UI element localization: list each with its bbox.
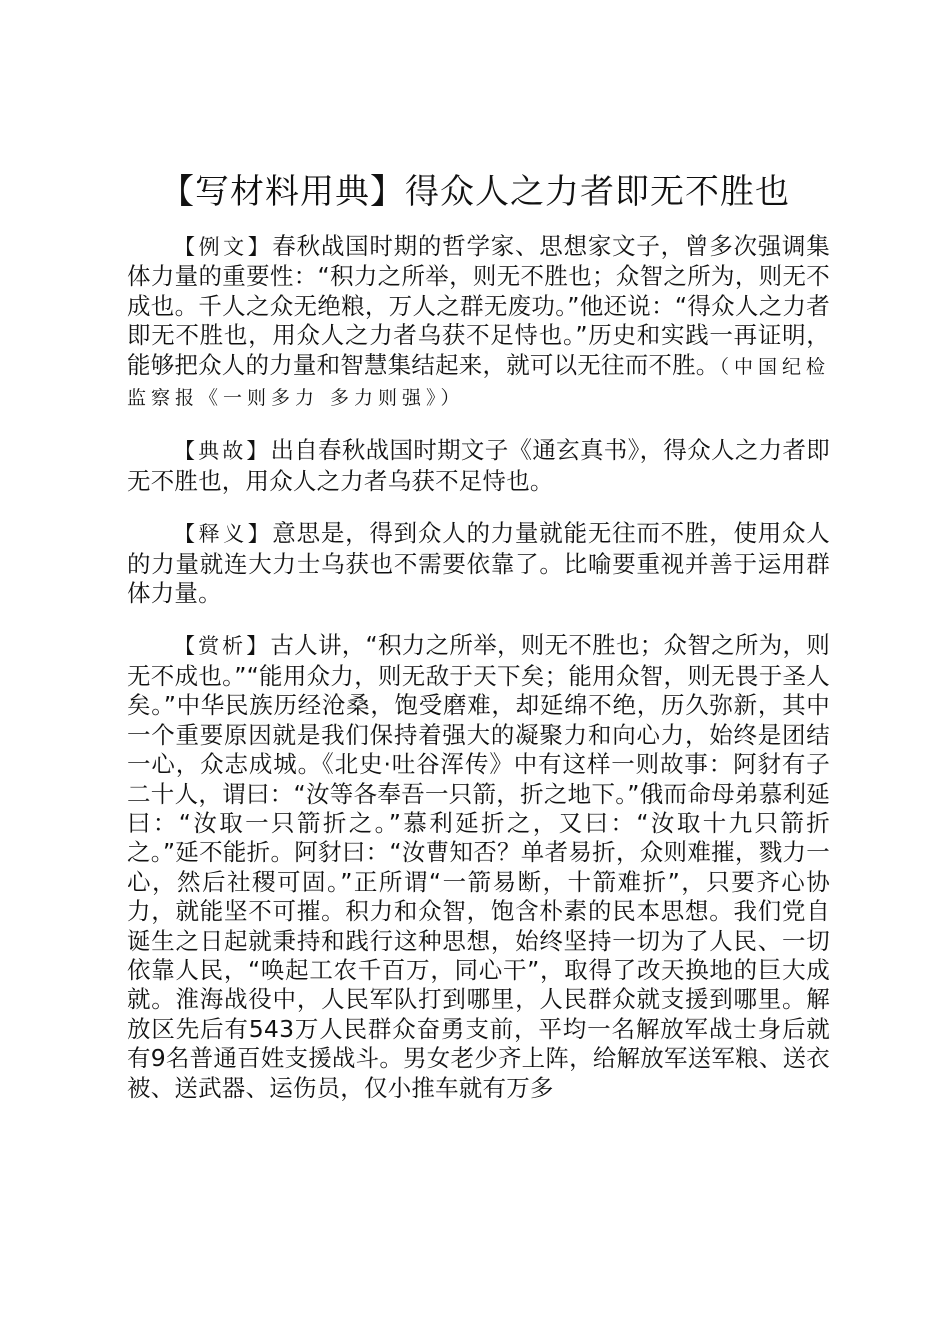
origin-text: 出自春秋战国时期文子《通玄真书》，得众人之力者即无不胜也，用众人之力者乌获不足恃也。	[127, 436, 830, 495]
meaning-paragraph	[127, 519, 830, 608]
page-title: 【写材料用典】得众人之力者即无不胜也	[160, 172, 790, 212]
document-body	[127, 232, 830, 1126]
example-paragraph	[127, 232, 830, 413]
origin-paragraph	[127, 436, 830, 496]
analysis-paragraph	[127, 631, 830, 1103]
example-lead: 【例文】	[174, 235, 273, 259]
meaning-lead: 【释义】	[174, 522, 273, 547]
origin-lead: 【典故】	[174, 439, 271, 464]
analysis-text: 古人讲，“积力之所举，则无不胜也；众智之所为，则无不成也。”“能用众力，则无敌于天下矣；能用众智，则无畏于圣人矣。”中华民族历经沧桑，饱受磨难，却延绵不绝，历久弥新，其中一个重要原因就是我们保持着强大的凝聚力和向心力，始终是团结一心，众志成城。《北史·吐谷浑传》中有这样一则故事：阿豺有子二十人，谓曰：“汝等各奉吾一只箭，折之地下。”俄而命母弟慕利延曰：“汝取一只箭折之。”慕利延折之，又曰：“汝取十九只箭折之。”延不能折。阿豺曰：“汝曹知否？单者易折，众则难摧，戮力一心，然后社稷可固。”正所谓“一箭易断，十箭难折”，只要齐心协力，就能坚不可摧。积力和众智，饱含朴素的民本思想。我们党自诞生之日起就秉持和践行这种思想，始终坚持一切为了人民、一切依靠人民，“唤起工农千百万，同心干”，取得了改天换地的巨大成就。淮海战役中，人民军队打到哪里，人民群众就支援到哪里。解放区先后有543万人民群众奋勇支前，平均一名解放军战士身后就有9名普通百姓支援战斗。男女老少齐上阵，给解放军送军粮、送衣被、送武器、运伤员，仅小推车就有万多	[127, 631, 830, 1102]
meaning-text: 意思是，得到众人的力量就能无往而不胜，使用众人的力量就连大力士乌获也不需要依靠了。比喻要重视并善于运用群体力量。	[127, 519, 830, 608]
analysis-lead: 【赏析】	[174, 634, 271, 659]
example-source: （中国纪检监察报《一则多力 多力则强》）	[127, 355, 831, 410]
example-text: 春秋战国时期的哲学家、思想家文子，曾多次强调集体力量的重要性：“积力之所举，则无不胜也；众智之所为，则无不成也。千人之众无绝粮，万人之群无废功。”他还说：“得众人之力者即无不胜也，用众人之力者乌获不足恃也。”历史和实践一再证明，能够把众人的力量和智慧集结起来，就可以无往而不胜。	[127, 232, 830, 379]
